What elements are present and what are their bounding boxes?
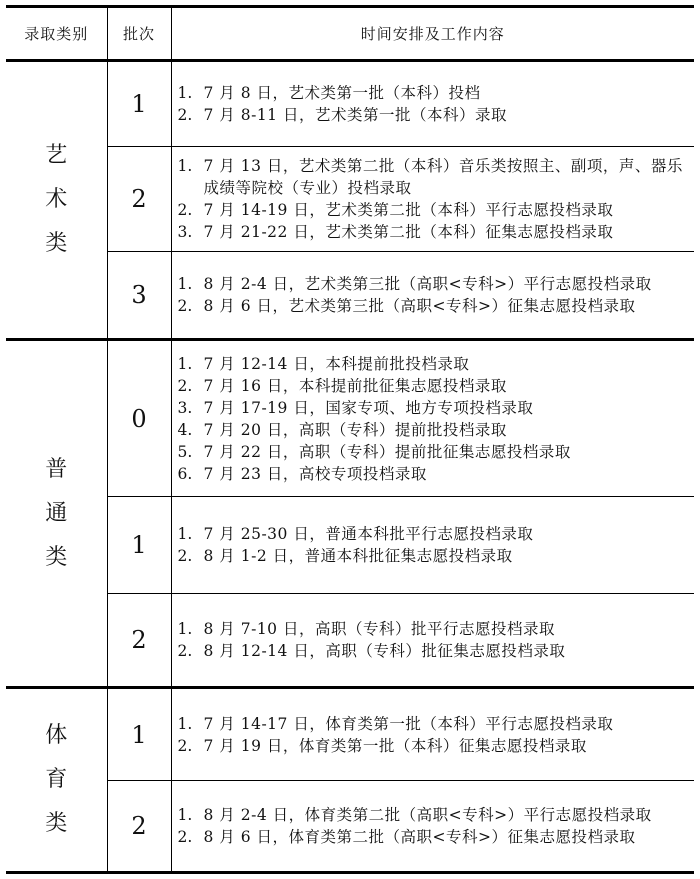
- item-number: 1.: [177, 84, 193, 102]
- schedule-item: [178, 826, 695, 848]
- item-text: 7 月 22 日，高职（专科）提前批征集志愿投档录取: [203, 442, 571, 461]
- schedule-item: [178, 397, 695, 419]
- schedule-item: [178, 618, 695, 640]
- item-number: 2.: [177, 828, 193, 846]
- schedule-items-cell: [171, 252, 694, 340]
- batch-number: 2: [107, 147, 171, 252]
- schedule-items-cell: [171, 497, 694, 594]
- item-text: 8 月 12-14 日，高职（专科）批征集志愿投档录取: [203, 642, 566, 660]
- item-text: 7 月 19 日，体育类第一批（本科）征集志愿投档录取: [203, 736, 587, 755]
- category-char: 育: [45, 767, 68, 792]
- item-text: 8 月 7-10 日，高职（专科）批平行志愿投档录取: [203, 620, 555, 638]
- schedule-item: [178, 463, 695, 485]
- schedule-item: [178, 545, 695, 567]
- batch-number: 3: [107, 252, 171, 340]
- category-char: 通: [45, 500, 68, 526]
- schedule-item: [178, 441, 695, 463]
- table-row: [6, 147, 694, 252]
- item-number: 6.: [177, 464, 193, 483]
- schedule-items-cell: [171, 594, 694, 688]
- item-number: 2.: [177, 201, 193, 219]
- item-number: 1.: [177, 806, 193, 824]
- item-text: 8 月 2-4 日，艺术类第三批（高职<专科>）平行志愿投档录取: [203, 275, 652, 293]
- item-number: 3.: [177, 223, 193, 241]
- category-cell: [6, 61, 107, 340]
- category-cell: [6, 340, 107, 688]
- batch-number: 1: [107, 688, 171, 781]
- item-text: 8 月 1-2 日，普通本科批征集志愿投档录取: [203, 547, 513, 565]
- item-number: 1.: [177, 525, 193, 543]
- batch-number: 0: [107, 340, 171, 497]
- item-text: 7 月 17-19 日，国家专项、地方专项投档录取: [203, 398, 534, 417]
- table-row: [6, 497, 694, 594]
- item-text: 7 月 25-30 日，普通本科批平行志愿投档录取: [203, 525, 534, 543]
- schedule-items-cell: [171, 340, 694, 497]
- item-text: 7 月 8 日，艺术类第一批（本科）投档: [203, 84, 481, 102]
- item-text: 7 月 20 日，高职（专科）提前批投档录取: [203, 420, 507, 439]
- item-number: 2.: [177, 106, 193, 124]
- schedule-item: [178, 221, 695, 243]
- schedule-items-cell: [171, 61, 694, 147]
- schedule-item: [178, 523, 695, 545]
- item-number: 4.: [177, 420, 193, 439]
- category-char: 普: [45, 456, 68, 482]
- item-number: 5.: [177, 442, 193, 461]
- category-char: 类: [45, 544, 68, 570]
- item-number: 1.: [177, 620, 193, 638]
- item-number: 2.: [177, 736, 193, 755]
- table-header-row: [6, 7, 694, 61]
- table-row: [6, 594, 694, 688]
- schedule-items-cell: [171, 781, 694, 873]
- item-text: 7 月 21-22 日，艺术类第二批（本科）征集志愿投档录取: [203, 223, 614, 241]
- batch-number: 2: [107, 594, 171, 688]
- category-char: 术: [45, 187, 68, 212]
- item-text: 8 月 6 日，体育类第二批（高职<专科>）征集志愿投档录取: [203, 828, 636, 846]
- category-char: 艺: [45, 143, 68, 168]
- schedule-item: [178, 155, 695, 199]
- schedule-item: [178, 273, 695, 295]
- schedule-item: [178, 375, 695, 397]
- schedule-item: [178, 804, 695, 826]
- item-text: 7 月 14-17 日，体育类第一批（本科）平行志愿投档录取: [203, 714, 614, 733]
- schedule-item: [178, 199, 695, 221]
- table-row: [6, 340, 694, 497]
- table-row: [6, 781, 694, 873]
- schedule-item: [178, 735, 695, 757]
- table-row: [6, 688, 694, 781]
- schedule-item: [178, 713, 695, 735]
- item-text: 7 月 13 日，艺术类第二批（本科）音乐类按照主、副项，声、器乐成绩等院校（专业）投档录取: [203, 157, 683, 197]
- item-text: 7 月 14-19 日，艺术类第二批（本科）平行志愿投档录取: [203, 201, 614, 219]
- schedule-item: [178, 82, 695, 104]
- item-number: 2.: [177, 297, 193, 315]
- schedule-item: [178, 640, 695, 662]
- schedule-item: [178, 419, 695, 441]
- category-cell: [6, 688, 107, 873]
- item-number: 3.: [177, 398, 193, 417]
- table-row: [6, 61, 694, 147]
- schedule-item: [178, 295, 695, 317]
- item-number: 1.: [177, 157, 193, 175]
- item-text: 8 月 2-4 日，体育类第二批（高职<专科>）平行志愿投档录取: [203, 806, 652, 824]
- schedule-items-cell: [171, 147, 694, 252]
- category-char: 类: [45, 811, 68, 836]
- item-number: 2.: [177, 547, 193, 565]
- item-text: 8 月 6 日，艺术类第三批（高职<专科>）征集志愿投档录取: [203, 297, 636, 315]
- table-body: [6, 61, 694, 873]
- schedule-item: [178, 104, 695, 126]
- item-text: 7 月 16 日，本科提前批征集志愿投档录取: [203, 376, 507, 395]
- item-text: 7 月 23 日，高校专项投档录取: [203, 464, 427, 483]
- item-number: 1.: [177, 714, 193, 733]
- item-text: 7 月 12-14 日，本科提前批投档录取: [203, 354, 470, 373]
- schedule-item: [178, 353, 695, 375]
- batch-number: 1: [107, 497, 171, 594]
- item-number: 2.: [177, 376, 193, 395]
- batch-number: 2: [107, 781, 171, 873]
- item-text: 7 月 8-11 日，艺术类第一批（本科）录取: [203, 106, 507, 124]
- item-number: 2.: [177, 642, 193, 660]
- table-row: [6, 252, 694, 340]
- schedule-items-cell: [171, 688, 694, 781]
- header-content: 时间安排及工作内容: [171, 7, 694, 61]
- admission-schedule-table: [6, 5, 694, 874]
- header-batch: 批次: [107, 7, 171, 61]
- header-category: 录取类别: [6, 7, 107, 61]
- category-char: 体: [45, 723, 68, 748]
- item-number: 1.: [177, 354, 193, 373]
- batch-number: 1: [107, 61, 171, 147]
- category-char: 类: [45, 231, 68, 256]
- item-number: 1.: [177, 275, 193, 293]
